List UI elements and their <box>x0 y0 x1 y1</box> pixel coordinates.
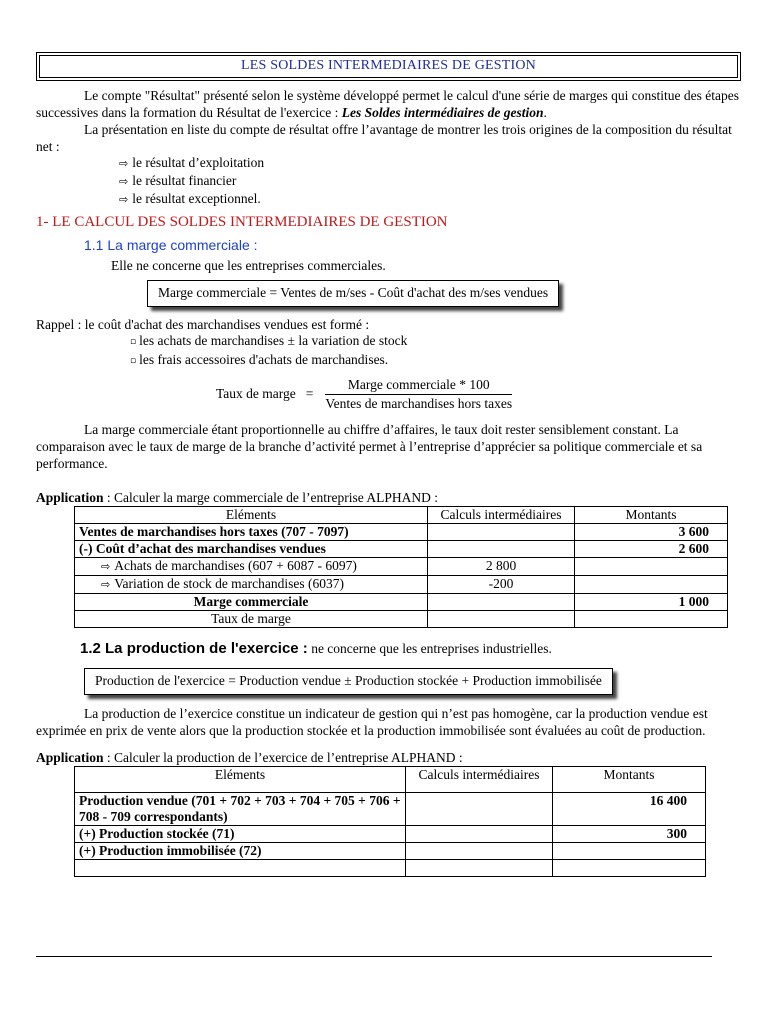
table-row <box>75 523 728 540</box>
table-cell <box>75 859 406 876</box>
intro-paragraph-1 <box>36 87 741 121</box>
table-cell <box>553 859 706 876</box>
table-row <box>75 593 728 610</box>
table-header-row <box>75 766 706 792</box>
document-page <box>36 52 741 877</box>
production-formula-wrap <box>84 668 741 695</box>
arrow-right-icon: ⇨ <box>119 174 129 188</box>
table-header: Montants <box>553 766 706 792</box>
rappel-text: Rappel : le coût d'achat des marchandises vendues est formé : <box>36 317 370 333</box>
table-header: Calculs intermédiaires <box>406 766 553 792</box>
table-cell <box>75 575 428 593</box>
table-row <box>75 792 706 825</box>
table-cell: (+) Production immobilisée (72) <box>75 842 406 859</box>
table-cell <box>575 610 728 627</box>
list-item-text: le résultat exceptionnel. <box>132 190 261 206</box>
title-frame <box>36 52 741 81</box>
table-header: Eléments <box>75 766 406 792</box>
table-cell: Marge commerciale <box>75 593 428 610</box>
rate-denominator: Ventes de marchandises hors taxes <box>325 395 513 411</box>
table-cell: Taux de marge <box>75 610 428 627</box>
table-cell: 2 800 <box>428 557 575 575</box>
table-cell-text: Variation de stock de marchandises (6037) <box>114 575 345 591</box>
table-header: Calculs intermédiaires <box>428 506 575 523</box>
rate-numerator: Marge commerciale * 100 <box>325 377 512 395</box>
table-cell <box>406 792 553 825</box>
table-row <box>75 859 706 876</box>
table-row <box>75 557 728 575</box>
list-item-text: les frais accessoires d'achats de marchandises. <box>139 352 389 368</box>
table-cell <box>575 557 728 575</box>
list-item-text: le résultat financier <box>132 172 237 188</box>
subsection-heading-margin: 1.1 La marge commerciale : <box>84 237 258 254</box>
table-cell: 1 000 <box>575 593 728 610</box>
margin-rate-formula <box>216 377 741 412</box>
arrow-right-icon: ⇨ <box>119 192 129 206</box>
table-cell <box>428 610 575 627</box>
list-item <box>36 333 741 352</box>
table-cell <box>428 540 575 557</box>
section-heading: 1- LE CALCUL DES SOLDES INTERMEDIAIRES DE GESTION <box>36 214 448 231</box>
table-cell <box>406 825 553 842</box>
subsection-heading-production-line <box>80 640 741 658</box>
table-cell: 2 600 <box>575 540 728 557</box>
table-cell: Production vendue (701 + 702 + 703 + 704 + 705 + 706 + 708 - 709 correspondants) <box>75 792 406 825</box>
list-item <box>36 173 741 191</box>
subsection-heading-production: 1.2 La production de l'exercice : <box>80 639 308 657</box>
table-cell <box>406 842 553 859</box>
table-cell <box>406 859 553 876</box>
square-bullet-icon: ▫ <box>130 356 137 367</box>
table-row <box>75 540 728 557</box>
margin-formula-box: Marge commerciale = Ventes de m/ses - Coût d'achat des m/ses vendues <box>147 280 559 307</box>
table-cell: 16 400 <box>553 792 706 825</box>
arrow-right-icon: ⇨ <box>101 559 111 573</box>
table-header-row <box>75 506 728 523</box>
table-row <box>75 842 706 859</box>
list-item-text: les achats de marchandises ± la variation de stock <box>139 333 408 349</box>
production-scope-text: ne concerne que les entreprises industrielles. <box>307 640 552 656</box>
arrow-right-icon: ⇨ <box>119 157 129 170</box>
production-explanation: La production de l’exercice constitue un indicateur de gestion qui n’est pas homogène, car la production vendue est exprimée en prix de vente alors que la production stockée et la production immobilisée sont évaluées au coût de production. <box>36 705 708 738</box>
table-row <box>75 575 728 593</box>
table-cell: 300 <box>553 825 706 842</box>
list-item-text: le résultat d’exploitation <box>132 155 265 170</box>
application-text: : Calculer la marge commerciale de l’entreprise ALPHAND : <box>103 489 439 505</box>
rate-label: Taux de marge <box>216 386 296 402</box>
list-item <box>36 352 741 371</box>
table-cell <box>75 557 428 575</box>
intro-end: . <box>543 105 547 120</box>
production-formula-box: Production de l'exercice = Production vendue ± Production stockée + Production immobilisée <box>84 668 613 695</box>
margin-explanation: La marge commerciale étant proportionnelle au chiffre d’affaires, le taux doit rester sensiblement constant. La comparaison avec le taux de marge de la branche d’activité permet à l’entreprise d’apprécier sa politique commerciale et sa performance. <box>36 421 703 471</box>
application-1 <box>36 489 741 506</box>
origins-list <box>36 155 741 208</box>
table-cell: 3 600 <box>575 523 728 540</box>
footer-divider <box>36 956 712 957</box>
table-cell: Ventes de marchandises hors taxes (707 - 7097) <box>75 523 428 540</box>
margin-formula-wrap <box>147 280 741 307</box>
table-cell <box>428 523 575 540</box>
rate-fraction <box>325 377 512 412</box>
table-cell <box>553 842 706 859</box>
rate-equals: = <box>305 386 314 402</box>
intro-text: Le compte "Résultat" présenté selon le système développé permet le calcul d'une série de marges qui constitue des étapes successives dans la formation du Résultat de l'exercice : <box>36 88 739 120</box>
table-cell: (+) Production stockée (71) <box>75 825 406 842</box>
margin-scope-text: Elle ne concerne que les entreprises commerciales. <box>111 258 386 274</box>
table-cell-text: Achats de marchandises (607 + 6087 - 6097) <box>114 557 357 573</box>
square-bullet-icon: ▫ <box>130 337 137 348</box>
margin-table <box>74 506 728 628</box>
arrow-right-icon: ⇨ <box>101 577 111 591</box>
intro-emphasis: Les Soldes intermédiaires de gestion <box>341 105 544 120</box>
application-label: Application <box>36 489 104 505</box>
table-header: Eléments <box>75 506 428 523</box>
intro-paragraph-2: La présentation en liste du compte de résultat offre l’avantage de montrer les trois origines de la composition du résultat net : <box>36 122 732 154</box>
application-text: : Calculer la production de l’exercice de l’entreprise ALPHAND : <box>103 749 463 765</box>
production-table <box>74 766 706 877</box>
application-label: Application <box>36 749 104 765</box>
application-2 <box>36 749 741 766</box>
table-cell <box>428 593 575 610</box>
document-title: LES SOLDES INTERMEDIAIRES DE GESTION <box>39 55 738 78</box>
table-header: Montants <box>575 506 728 523</box>
list-item <box>36 191 741 209</box>
table-cell: (-) Coût d’achat des marchandises vendues <box>75 540 428 557</box>
table-row <box>75 825 706 842</box>
list-item <box>36 155 741 173</box>
table-cell: -200 <box>428 575 575 593</box>
table-cell <box>575 575 728 593</box>
rappel-list <box>36 333 741 371</box>
table-row <box>75 610 728 627</box>
